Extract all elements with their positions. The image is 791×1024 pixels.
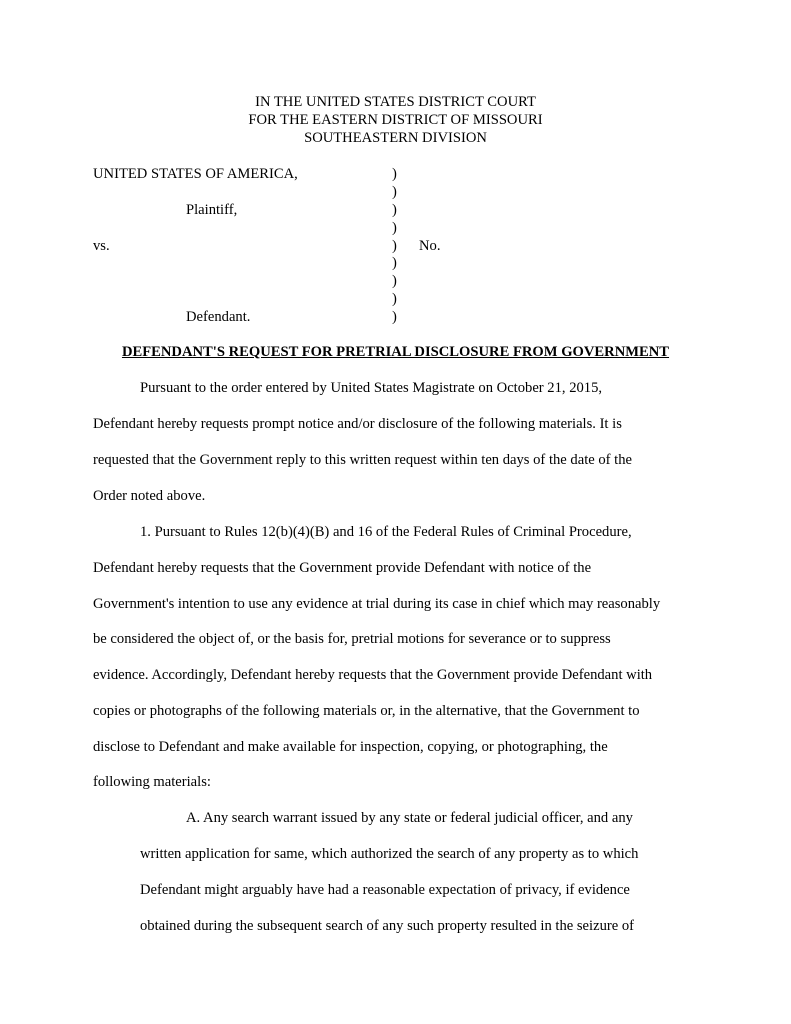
case-number-label: No. bbox=[419, 238, 441, 254]
paragraph-1-line: 1. Pursuant to Rules 12(b)(4)(B) and 16 of the Federal Rules of Criminal Procedure, bbox=[140, 524, 632, 540]
paragraph-1-line: Defendant hereby requests that the Government provide Defendant with notice of the bbox=[93, 560, 592, 576]
caption-paren: ) bbox=[392, 184, 397, 200]
paragraph-1-line: evidence. Accordingly, Defendant hereby requests that the Government provide Defendant with bbox=[93, 667, 653, 683]
item-a-line: obtained during the subsequent search of any such property resulted in the seizure of bbox=[140, 918, 635, 934]
item-a-line: A. Any search warrant issued by any state or federal judicial officer, and any bbox=[186, 810, 633, 826]
intro-line: requested that the Government reply to this written request within ten days of the date of the bbox=[93, 452, 633, 468]
plaintiff-name: UNITED STATES OF AMERICA, bbox=[93, 166, 298, 182]
caption-paren: ) bbox=[392, 291, 397, 307]
item-a-line: Defendant might arguably have had a reasonable expectation of privacy, if evidence bbox=[140, 882, 630, 898]
caption-paren: ) bbox=[392, 273, 397, 289]
caption-paren: ) bbox=[392, 255, 397, 271]
court-division: SOUTHEASTERN DIVISION bbox=[304, 130, 487, 146]
caption-paren: ) bbox=[392, 309, 397, 325]
paragraph-1-line: disclose to Defendant and make available for inspection, copying, or photographing, the bbox=[93, 739, 608, 755]
plaintiff-role: Plaintiff, bbox=[186, 202, 238, 218]
caption-paren: ) bbox=[392, 166, 397, 182]
item-a-line: written application for same, which authorized the search of any property as to which bbox=[140, 846, 639, 862]
intro-line: Pursuant to the order entered by United States Magistrate on October 21, 2015, bbox=[140, 380, 603, 396]
caption-paren: ) bbox=[392, 202, 397, 218]
intro-line: Defendant hereby requests prompt notice and/or disclosure of the following materials. It is bbox=[93, 416, 622, 432]
paragraph-1-line: Government's intention to use any evidence at trial during its case in chief which may reasonably bbox=[93, 596, 661, 612]
document-title: DEFENDANT'S REQUEST FOR PRETRIAL DISCLOSURE FROM GOVERNMENT bbox=[121, 344, 670, 360]
paragraph-1-line: following materials: bbox=[93, 774, 211, 790]
intro-line: Order noted above. bbox=[93, 488, 206, 504]
court-name-line-2: FOR THE EASTERN DISTRICT OF MISSOURI bbox=[248, 112, 543, 128]
caption-paren: ) bbox=[392, 220, 397, 236]
caption-paren: ) bbox=[392, 238, 397, 254]
court-name-line-1: IN THE UNITED STATES DISTRICT COURT bbox=[255, 94, 536, 110]
versus-label: vs. bbox=[93, 238, 110, 254]
paragraph-1-line: copies or photographs of the following materials or, in the alternative, that the Government to bbox=[93, 703, 640, 719]
paragraph-1-line: be considered the object of, or the basis for, pretrial motions for severance or to suppress bbox=[93, 631, 611, 647]
defendant-role: Defendant. bbox=[186, 309, 251, 325]
